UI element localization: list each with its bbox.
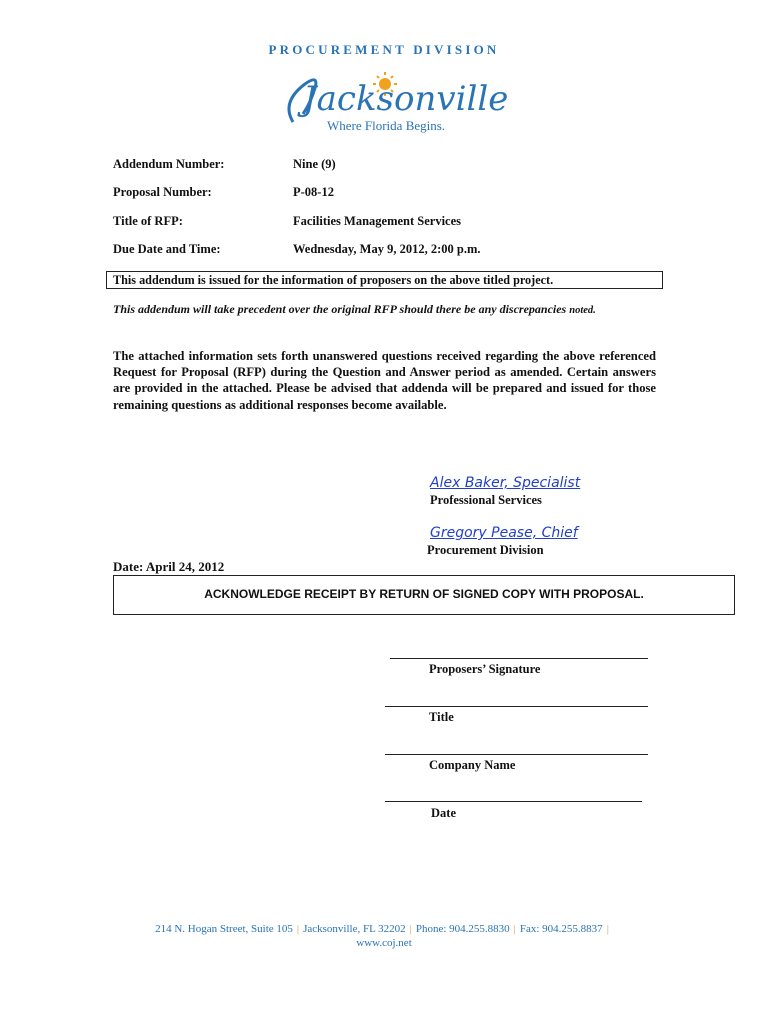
signature-role-procurement-division: Procurement Division (427, 543, 544, 557)
footer-contact: 214 N. Hogan Street, Suite 105 | Jacksonville, FL 32202 | Phone: 904.255.8830 | Fax: 904.255.8837 | (155, 923, 609, 935)
logo-wordmark: Jacksonville (303, 79, 509, 119)
proposal-number-value: P-08-12 (293, 185, 334, 199)
rfp-title-label: Title of RFP: (113, 214, 183, 228)
addendum-number-value: Nine (9) (293, 157, 336, 171)
division-heading: PROCUREMENT DIVISION (268, 42, 500, 57)
precedent-main: This addendum will take precedent over the original RFP should there be any discrepancies (113, 302, 567, 316)
signature-gregory-pease: Gregory Pease, Chief (430, 525, 578, 541)
footer-fax: Fax: 904.255.8837 (519, 923, 603, 935)
notice-text: This addendum is issued for the information of proposers on the above titled project. (113, 273, 554, 287)
jacksonville-logo (275, 62, 509, 142)
footer-phone: Phone: 904.255.8830 (415, 923, 510, 935)
signature-line[interactable] (390, 658, 648, 659)
precedent-tail: noted. (569, 305, 596, 316)
acknowledge-text: ACKNOWLEDGE RECEIPT BY RETURN OF SIGNED COPY WITH PROPOSAL. (204, 587, 644, 601)
company-name-label: Company Name (429, 758, 516, 772)
footer-city: Jacksonville, FL 32202 (303, 923, 406, 935)
date-line[interactable] (385, 801, 642, 802)
addendum-number-label: Addendum Number: (113, 157, 225, 171)
date-label: Date (431, 806, 456, 820)
title-line[interactable] (385, 706, 648, 707)
proposal-number-label: Proposal Number: (113, 185, 212, 199)
signature-alex-baker: Alex Baker, Specialist (430, 475, 581, 491)
company-name-line[interactable] (385, 754, 648, 755)
due-date-value: Wednesday, May 9, 2012, 2:00 p.m. (293, 242, 481, 256)
precedent-note (113, 302, 596, 317)
footer-website[interactable]: www.coj.net (356, 937, 412, 949)
footer-address: 214 N. Hogan Street, Suite 105 (155, 923, 293, 935)
due-date-label: Due Date and Time: (113, 242, 221, 256)
rfp-title-value: Facilities Management Services (293, 214, 462, 228)
logo-tagline: Where Florida Begins. (327, 118, 446, 133)
title-label: Title (429, 710, 454, 724)
proposer-signature-label: Proposers’ Signature (429, 662, 541, 676)
signature-role-professional-services: Professional Services (430, 493, 542, 507)
issue-date: Date: April 24, 2012 (113, 559, 225, 574)
body-paragraph: The attached information sets forth unanswered questions received regarding the above referenced Request for Proposal (RFP) during the Question and Answer period as amended. Certain answers are provided in the attached. Please be advised that addenda will be prepared and issued for those remaining questions as additional responses become available. (113, 349, 656, 412)
